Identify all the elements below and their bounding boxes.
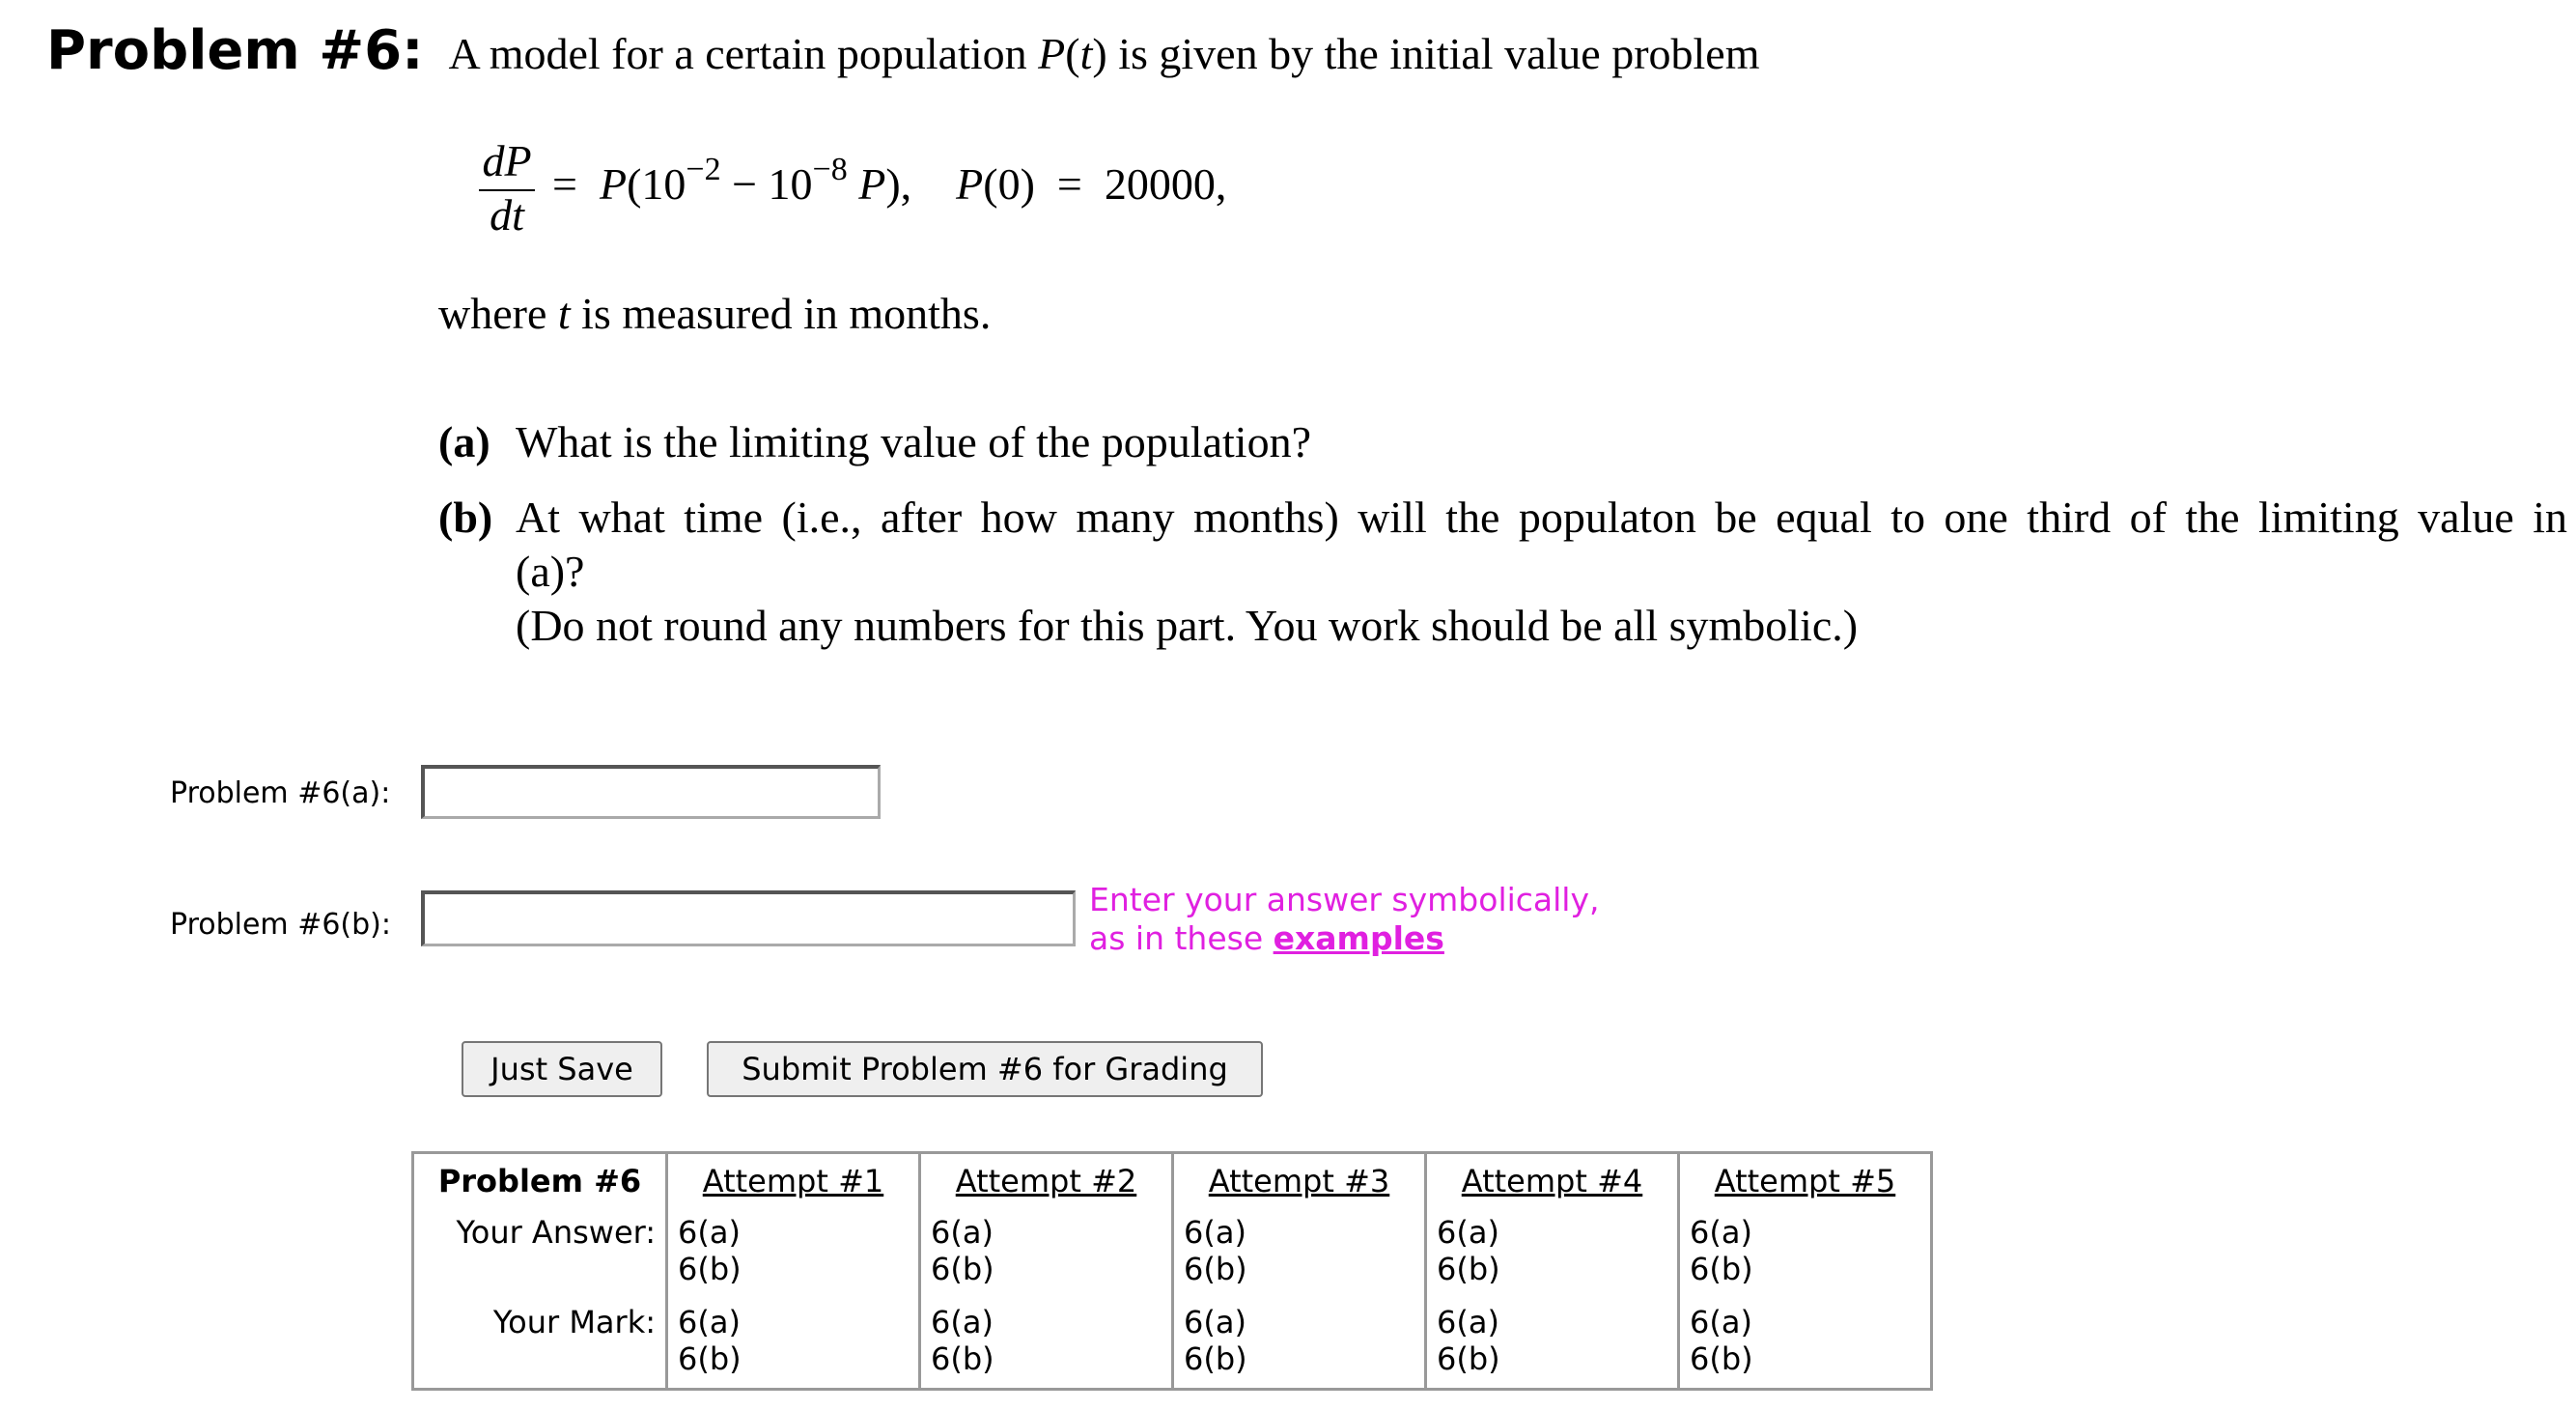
part-b-line2: (a)? [516,547,585,596]
mark-cell-5 [1679,1298,1932,1390]
rhs-close: ), [885,159,912,209]
mark-cell-3 [1173,1298,1426,1390]
attempt-link-4[interactable]: Attempt #4 [1461,1163,1643,1199]
part-b [438,491,2567,655]
mark-part-b: 6(b) [1184,1340,1247,1377]
rhs-p: P [599,159,628,209]
attempt-link-5[interactable]: Attempt #5 [1714,1163,1896,1199]
mark-part-a: 6(a) [1690,1303,1752,1340]
hint-line2-text: as in these [1089,919,1274,957]
ic-equals: = [1056,159,1082,209]
mark-part-b: 6(b) [678,1340,742,1377]
answer-part-a: 6(a) [678,1214,741,1251]
ic-value: 20000, [1104,159,1227,209]
exponent-1: −2 [686,152,721,187]
answer-part-a: 6(a) [1437,1214,1499,1251]
problem-header [46,19,1760,82]
equals-sign: = [552,159,577,209]
ic-p: P [956,159,984,209]
rhs-minus: − 10 [720,159,813,209]
attempt-link-1[interactable]: Attempt #1 [702,1163,884,1199]
mark-cell-1 [667,1298,920,1390]
intro-paren-close: ) [1092,29,1107,78]
attempt-header-3 [1173,1153,1426,1209]
answer-cell-3 [1173,1208,1426,1298]
part-b-line1: At what time (i.e., after how many months) will the populaton be equal to one third of the limiting value in [516,493,2567,542]
answer-part-b: 6(b) [1184,1251,1247,1287]
answer-label-b: Problem #6(b): [170,908,391,942]
attempt-link-3[interactable]: Attempt #3 [1208,1163,1390,1199]
mark-part-b: 6(b) [931,1340,994,1377]
mark-part-a: 6(a) [1184,1303,1246,1340]
answer-part-a: 6(a) [1690,1214,1752,1251]
part-a-text: What is the limiting value of the population? [516,417,1311,466]
just-save-button[interactable]: Just Save [462,1041,662,1097]
intro-variable: t [1079,29,1093,78]
where-after: is measured in months. [570,289,992,338]
intro-text-after: is given by the initial value problem [1106,29,1760,78]
answer-part-b: 6(b) [1690,1251,1753,1287]
attempts-table [411,1151,1933,1391]
part-a [438,415,2543,473]
your-answer-label: Your Answer: [456,1214,656,1251]
your-mark-row [413,1298,1932,1390]
hint-line1: Enter your answer symbolically, [1089,881,1600,918]
answer-cell-4 [1426,1208,1679,1298]
part-a-label: (a) [438,417,490,466]
problem-intro [449,28,1760,79]
answer-cell-5 [1679,1208,1932,1298]
mark-part-a: 6(a) [678,1303,741,1340]
ic-arg: (0) [983,159,1035,209]
table-corner-label: Problem #6 [437,1163,642,1199]
mark-part-a: 6(a) [931,1303,994,1340]
attempt-header-5 [1679,1153,1932,1209]
hint-line2 [1089,919,1600,958]
submit-for-grading-button[interactable]: Submit Problem #6 for Grading [707,1041,1263,1097]
mark-part-a: 6(a) [1437,1303,1499,1340]
rhs-p2: P [847,159,886,209]
where-variable: t [557,289,571,338]
your-answer-row [413,1208,1932,1298]
attempt-link-2[interactable]: Attempt #2 [955,1163,1137,1199]
attempt-header-2 [920,1153,1173,1209]
intro-function: P [1038,29,1066,78]
your-mark-label: Your Mark: [492,1303,656,1340]
answer-part-b: 6(b) [678,1251,742,1287]
answer-cell-1 [667,1208,920,1298]
attempts-header-row [413,1153,1932,1209]
mark-part-b: 6(b) [1437,1340,1500,1377]
examples-link[interactable]: examples [1273,919,1444,957]
answer-input-b[interactable] [421,890,1076,946]
symbolic-hint [1089,881,1600,958]
rhs-open: (10 [627,159,686,209]
answer-part-a: 6(a) [931,1214,994,1251]
exponent-2: −8 [812,152,848,187]
where-text [438,288,991,339]
answer-part-b: 6(b) [1437,1251,1500,1287]
intro-paren-open: ( [1065,29,1080,78]
mark-cell-4 [1426,1298,1679,1390]
answer-part-a: 6(a) [1184,1214,1246,1251]
answer-label-a: Problem #6(a): [170,776,391,810]
mark-cell-2 [920,1298,1173,1390]
answer-cell-2 [920,1208,1173,1298]
fraction-denominator: dt [490,190,524,240]
mark-part-b: 6(b) [1690,1340,1753,1377]
answer-input-a[interactable] [421,765,881,819]
equation-rhs [552,152,1227,210]
part-b-line3: (Do not round any numbers for this part. You work should be all symbolic.) [516,601,1859,650]
fraction-numerator: dP [482,136,532,185]
attempt-header-1 [667,1153,920,1209]
part-b-body [516,491,2567,653]
where-before: where [438,289,558,338]
attempt-header-4 [1426,1153,1679,1209]
problem-number: Problem #6: [46,19,424,82]
part-b-label: (b) [438,493,493,542]
answer-part-b: 6(b) [931,1251,994,1287]
intro-text-before: A model for a certain population [448,29,1039,78]
